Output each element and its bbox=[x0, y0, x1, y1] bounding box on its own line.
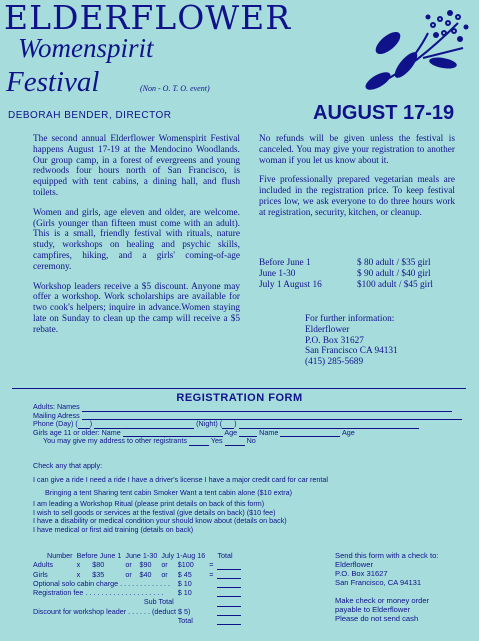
divider bbox=[12, 388, 466, 389]
title-festival: Festival bbox=[6, 66, 100, 98]
event-note: (Non - O. T. O. event) bbox=[140, 84, 210, 93]
share-yes-box[interactable] bbox=[189, 439, 209, 446]
fee-row-registration: Registration fee . . . . . . . . . . . . . . . . . . . . $ 10 bbox=[33, 588, 245, 597]
registration-total-field[interactable] bbox=[217, 590, 241, 597]
fee-row-adults: Adults x $80 or $90 or $100 = bbox=[33, 560, 245, 569]
adults-total-field[interactable] bbox=[217, 563, 241, 570]
registration-title: REGISTRATION FORM bbox=[176, 392, 303, 404]
fee-row-subtotal: Sub Total bbox=[33, 597, 245, 606]
mailing-address-field[interactable] bbox=[82, 413, 462, 420]
contact-info: For further information: Elderflower P.O. Box 31627 San Francisco CA 94131 (415) 285-5689 bbox=[305, 314, 398, 368]
director-name: DEBORAH BENDER, DIRECTOR bbox=[8, 110, 172, 121]
fee-row-cabin: Optional solo cabin charge . . . . . . . . . . . . . $ 10 bbox=[33, 579, 245, 588]
send-instructions: Send this form with a check to: Elderflower P.O. Box 31627 San Francisco, CA 94131 Make check or money order payable to Elderflower Please do not send cash bbox=[335, 551, 439, 623]
elderflower-logo-icon bbox=[348, 3, 474, 101]
price-row: June 1-30 $ 90 adult / $40 girl bbox=[259, 268, 431, 279]
lead-row[interactable]: I am leading a Workshop Ritual (please print details on back of this form) bbox=[33, 499, 265, 508]
girls-total-field[interactable] bbox=[217, 572, 241, 579]
girl-name-field-2[interactable] bbox=[280, 430, 340, 437]
registration-fields: Adults: Names Mailing Adress Phone (Day) ( ) (Night) ( ) Girls age 11 or older: Name Age Name Age You may give my address to other registrants Yes No bbox=[33, 403, 453, 446]
fee-row-girls: Girls x $35 or $40 or $ 45 = bbox=[33, 570, 245, 579]
adult-names-field[interactable] bbox=[82, 405, 452, 412]
price-row: July 1 August 16 $100 adult / $45 girl bbox=[259, 279, 433, 290]
paragraph-location: The second annual Elderflower Womenspirit Festival happens August 17-19 at the Mendocino Woodlands. Our group camp, in a forest of evergreens and young redwoods four hours north of San Francisco, is equipped with tent cabins, a dining hall, and flush toilets. bbox=[33, 134, 240, 198]
subtotal-field[interactable] bbox=[217, 600, 241, 607]
left-description bbox=[33, 134, 240, 345]
price-row: Before June 1 $ 80 adult / $35 girl bbox=[259, 258, 431, 268]
festival-dates: AUGUST 17-19 bbox=[313, 102, 455, 124]
right-description bbox=[259, 134, 455, 228]
title-womenspirit: Womenspirit bbox=[18, 33, 154, 63]
discount-field[interactable] bbox=[217, 609, 241, 616]
sell-goods-option[interactable]: I wish to sell goods or services at the festival (give details on back) ($10 fee) bbox=[33, 507, 276, 517]
check-row-transport[interactable]: I can give a ride I need a ride I have a driver's license I have a major credit card for car rental bbox=[33, 474, 329, 484]
disability-option[interactable]: I have a disability or medical condition your should know about (details on back) bbox=[33, 516, 287, 526]
price-list bbox=[259, 258, 433, 290]
paragraph-refunds: No refunds will be given unless the festival is canceled. You may give your registration to another woman if you let us know about it. bbox=[259, 134, 455, 166]
fee-table-header: Number Before June 1 June 1-30 July 1-Aug 16 Total bbox=[47, 551, 233, 560]
paragraph-workshops: Workshop leaders receive a $5 discount. Anyone may offer a workshop. Work scholarships are available for two cook's helpers; inquire in advance.Women staying late on Sunday to clean up the camp will receive a $5 rebate. bbox=[33, 281, 240, 335]
fee-row-total: Total bbox=[33, 616, 245, 625]
fee-table bbox=[33, 551, 245, 625]
check-row-lodging[interactable]: Bringing a tent Sharing tent cabin Smoker Want a tent cabin alone ($10 extra) bbox=[45, 488, 293, 498]
share-no-box[interactable] bbox=[225, 439, 245, 446]
first-aid-option[interactable]: I have medical or first aid training (details on back) bbox=[33, 524, 194, 534]
paragraph-meals: Five professionally prepared vegetarian meals are included in the registration price. To keep festival prices low, we ask everyone to do three hours work at registration, security, kitchen, or cleanup. bbox=[259, 175, 455, 218]
leader-section bbox=[33, 500, 473, 534]
festival-title: ELDERFLOWER bbox=[4, 0, 292, 37]
paragraph-welcome: Women and girls, age eleven and older, are welcome. (Girls younger than fifteen must come with an adult). This is a small, friendly festival with rituals, nature study, workshops on healing and psychic skills, campfires, hiking, and a girls' coming-of-age ceremony. bbox=[33, 207, 240, 272]
fee-row-discount: Discount for workshop leader . . . . . . (deduct $ 5) bbox=[33, 607, 245, 616]
checklist: Check any that apply: I can give a ride I need a ride I have a driver's license I have a major credit card for car rental Bringing a tent Sharing tent cabin Smoker Want a tent cabin alone ($10 extra) bbox=[33, 462, 473, 503]
cabin-total-field[interactable] bbox=[217, 581, 241, 588]
grand-total-field[interactable] bbox=[217, 618, 241, 625]
